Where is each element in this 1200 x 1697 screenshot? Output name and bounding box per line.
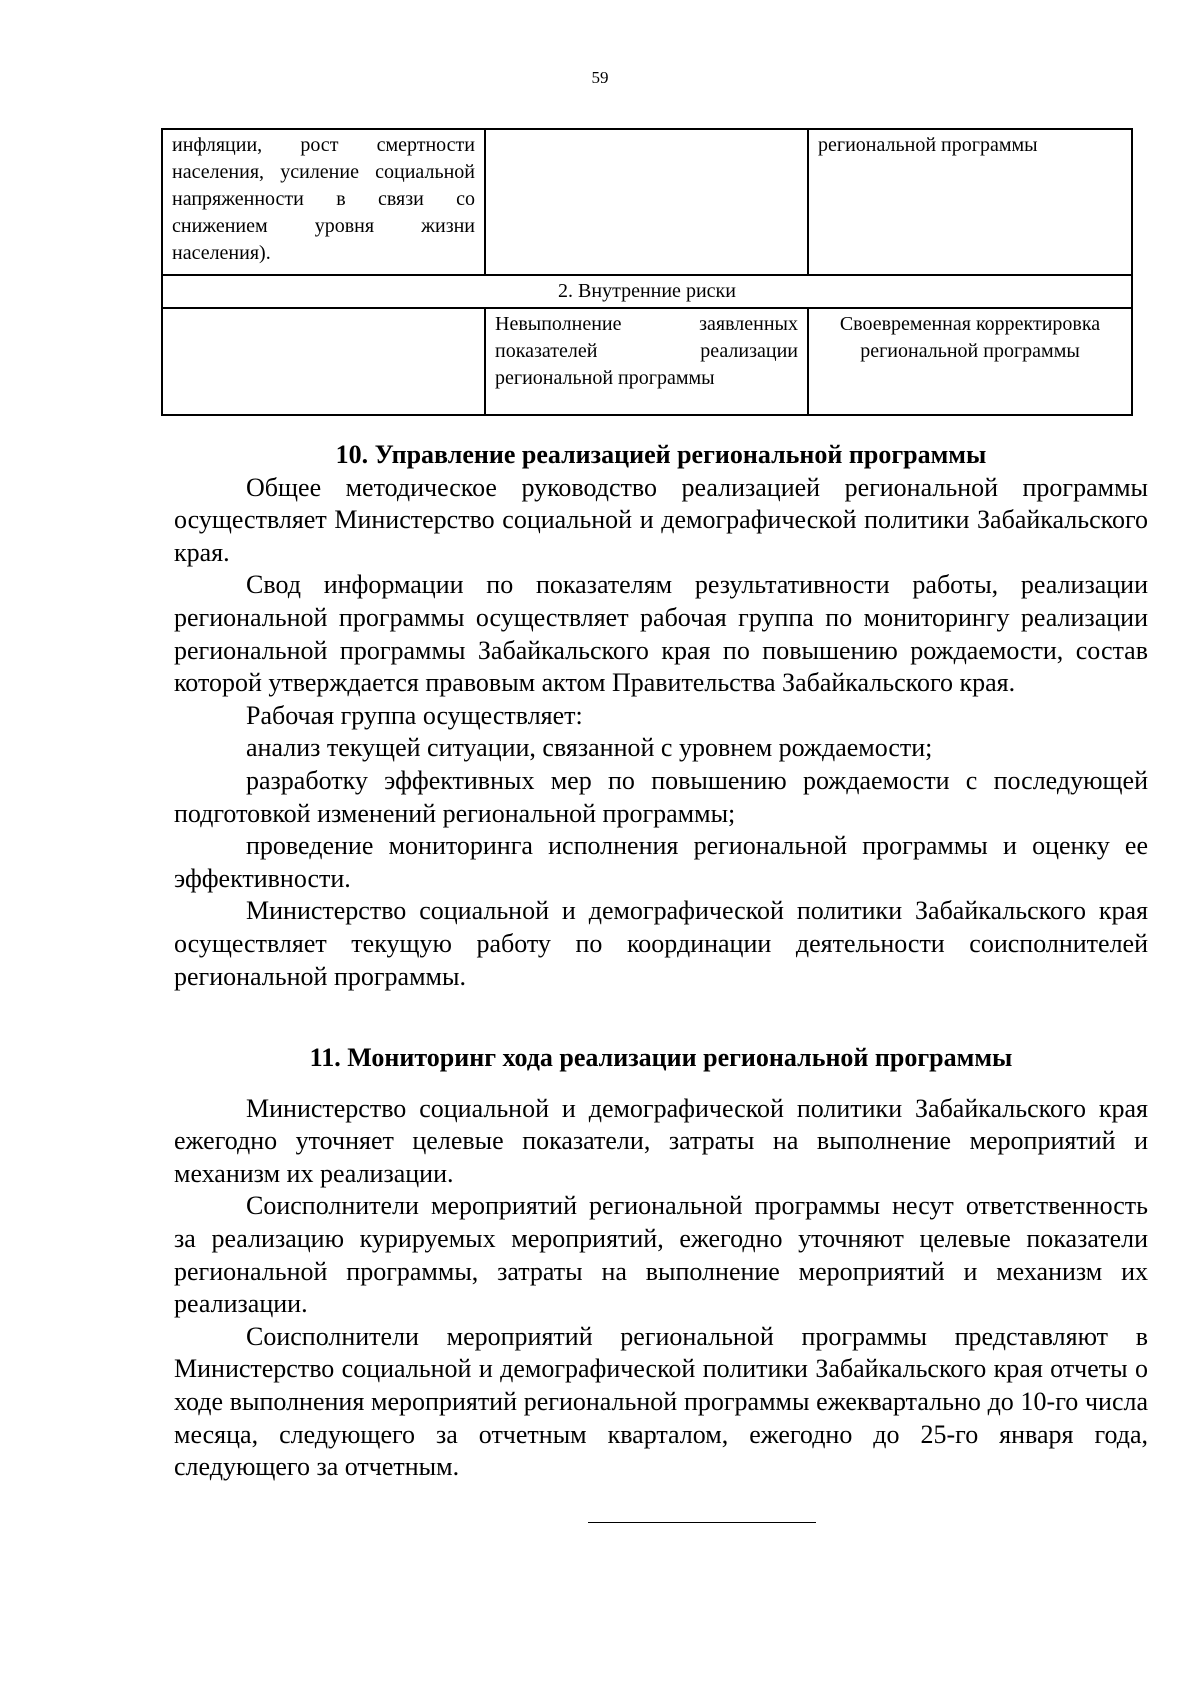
- paragraph: анализ текущей ситуации, связанной с уровнем рождаемости;: [246, 733, 933, 763]
- paragraph: Рабочая группа осуществляет:: [246, 700, 583, 730]
- paragraph: Соисполнители мероприятий региональной программы несут ответственность за реализацию курируемых мероприятий, ежегодно уточняют целевые показатели региональной программы, затраты на выполнение мероприятий и механизм их реализации.: [174, 1191, 1148, 1319]
- paragraph: проведение мониторинга исполнения региональной программы и оценку ее эффективности.: [174, 831, 1148, 893]
- section-heading: 11. Мониторинг хода реализации региональной программы: [309, 1043, 1013, 1072]
- paragraph: Министерство социальной и демографической политики Забайкальского края осуществляет текущую работу по координации деятельности соисполнителей региональной программы.: [174, 896, 1148, 991]
- section-heading: 10. Управление реализацией региональной программы: [335, 440, 987, 469]
- table-cell-risk: [162, 308, 485, 415]
- table-section-row: [162, 275, 1132, 308]
- table-cell-response: региональной программы: [808, 129, 1132, 275]
- section-11: [174, 1042, 1148, 1484]
- table-cell-measure: [485, 129, 808, 275]
- paragraph: Министерство социальной и демографической политики Забайкальского края ежегодно уточняет целевые показатели, затраты на выполнение мероприятий и механизм их реализации.: [174, 1093, 1148, 1188]
- table-row: [162, 308, 1132, 415]
- risk-table: [161, 128, 1133, 416]
- paragraph: разработку эффективных мер по повышению рождаемости с последующей подготовкой изменений региональной программы;: [174, 765, 1148, 828]
- table-section-title: 2. Внутренние риски: [162, 275, 1132, 308]
- paragraph: Соисполнители мероприятий региональной программы представляют в Министерство социальной и демографической политики Забайкальского края отчеты о ходе выполнения мероприятий региональной программы ежеквартально до 10-го числа месяца, следующего за отчетным кварталом, ежегодно до 25-го января года, следующего за отчетным.: [174, 1321, 1148, 1482]
- paragraph: Свод информации по показателям результативности работы, реализации региональной программы осуществляет рабочая группа по мониторингу реализации региональной программы Забайкальского края по повышению рождаемости, состав которой утверждается правовым актом Правительства Забайкальского края.: [174, 570, 1148, 698]
- page-number: 59: [591, 68, 609, 87]
- table-cell-response: Своевременная корректировка региональной программы: [808, 308, 1132, 415]
- table-row: [162, 129, 1132, 275]
- end-rule: [588, 1522, 816, 1523]
- paragraph: Общее методическое руководство реализацией региональной программы осуществляет Министерство социальной и демографической политики Забайкальского края.: [174, 472, 1148, 567]
- table-cell-measure: Невыполнение заявленных показателей реализации региональной программы: [485, 308, 808, 415]
- table-cell-risk: инфляции, рост смертности населения, усиление социальной напряженности в связи со снижением уровня жизни населения).: [162, 129, 485, 275]
- section-10: [174, 439, 1148, 993]
